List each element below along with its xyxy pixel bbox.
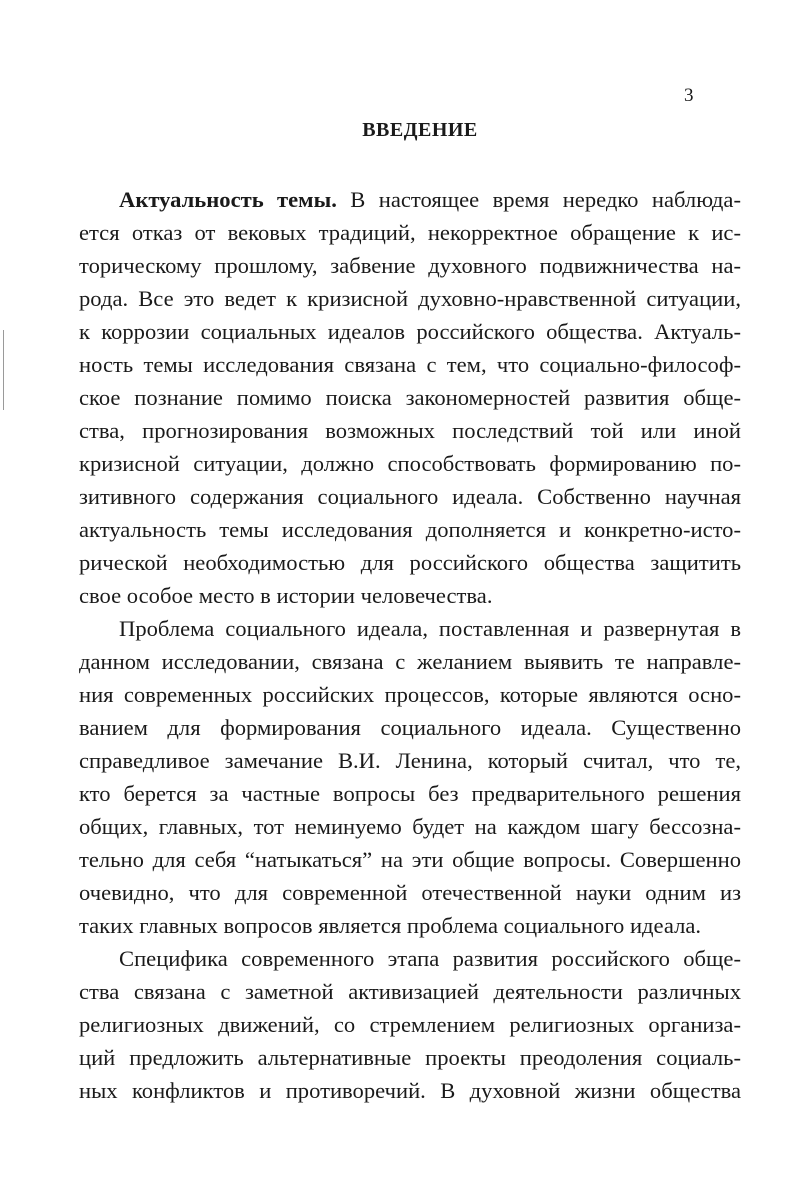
scan-edge-line: [3, 330, 4, 410]
paragraph-1-line-7: ское познание помимо поиска закономерностей развития обще-: [79, 385, 741, 410]
section-heading: ВВЕДЕНИЕ: [362, 119, 478, 141]
paragraph-1-line-3: торическому прошлому, забвение духовного подвижничества на-: [79, 253, 741, 278]
paragraph-1-line-2: ется отказ от вековых традиций, некорректное обращение к ис-: [79, 220, 741, 245]
paragraph-3-line-5: ных конфликтов и противоречий. В духовной жизни общества: [79, 1078, 741, 1103]
paragraph-2-line-3: ния современных российских процессов, которые являются осно-: [79, 682, 741, 707]
paragraph-1-line-8: ства, прогнозирования возможных последствий той или иной: [79, 418, 741, 443]
paragraph-3-line-3: религиозных движений, со стремлением религиозных организа-: [79, 1012, 741, 1037]
paragraph-2-line-9: очевидно, что для современной отечественной науки одним из: [79, 880, 741, 905]
paragraph-1-line-5: к коррозии социальных идеалов российского общества. Актуаль-: [79, 319, 741, 344]
paragraph-1-line-13: свое особое место в истории человечества.: [79, 583, 493, 608]
paragraph-3-line-4: ций предложить альтернативные проекты преодоления социаль-: [79, 1045, 741, 1070]
page-number: 3: [684, 85, 694, 106]
paragraph-2-line-6: кто берется за частные вопросы без предварительного решения: [79, 781, 741, 806]
paragraph-2-line-2: данном исследовании, связана с желанием выявить те направле-: [79, 649, 741, 674]
paragraph-2-line-10: таких главных вопросов является проблема социального идеала.: [79, 913, 702, 938]
paragraph-3-line-2: ства связана с заметной активизацией деятельности различных: [79, 979, 741, 1004]
topic-relevance-label: Актуальность темы.: [119, 187, 337, 212]
paragraph-1-line-10: зитивного содержания социального идеала. Собственно научная: [79, 484, 741, 509]
paragraph-1-line-4: рода. Все это ведет к кризисной духовно-нравственной ситуации,: [79, 286, 741, 311]
paragraph-1-line-11: актуальность темы исследования дополняется и конкретно-исто-: [79, 517, 741, 542]
paragraph-2-line-7: общих, главных, тот неминуемо будет на каждом шагу бессозна-: [79, 814, 741, 839]
paragraph-1-line-6: ность темы исследования связана с тем, что социально-философ-: [79, 352, 741, 377]
paragraph-1-line-9: кризисной ситуации, должно способствовать формированию по-: [79, 451, 741, 476]
paragraph-1-line-12: рической необходимостью для российского общества защитить: [79, 550, 741, 575]
paragraph-2-line-4: ванием для формирования социального идеала. Существенно: [79, 715, 741, 740]
paragraph-2-line-8: тельно для себя “натыкаться” на эти общие вопросы. Совершенно: [79, 847, 741, 872]
paragraph-2-line-1: Проблема социального идеала, поставленная и развернутая в: [119, 616, 741, 641]
paragraph-1-line-1: [119, 183, 741, 216]
paragraph-2-line-5: справедливое замечание В.И. Ленина, который считал, что те,: [79, 748, 741, 773]
paragraph-3-line-1: Специфика современного этапа развития российского обще-: [119, 946, 741, 971]
line-text: В настоящее время нередко наблюда-: [336, 187, 741, 212]
